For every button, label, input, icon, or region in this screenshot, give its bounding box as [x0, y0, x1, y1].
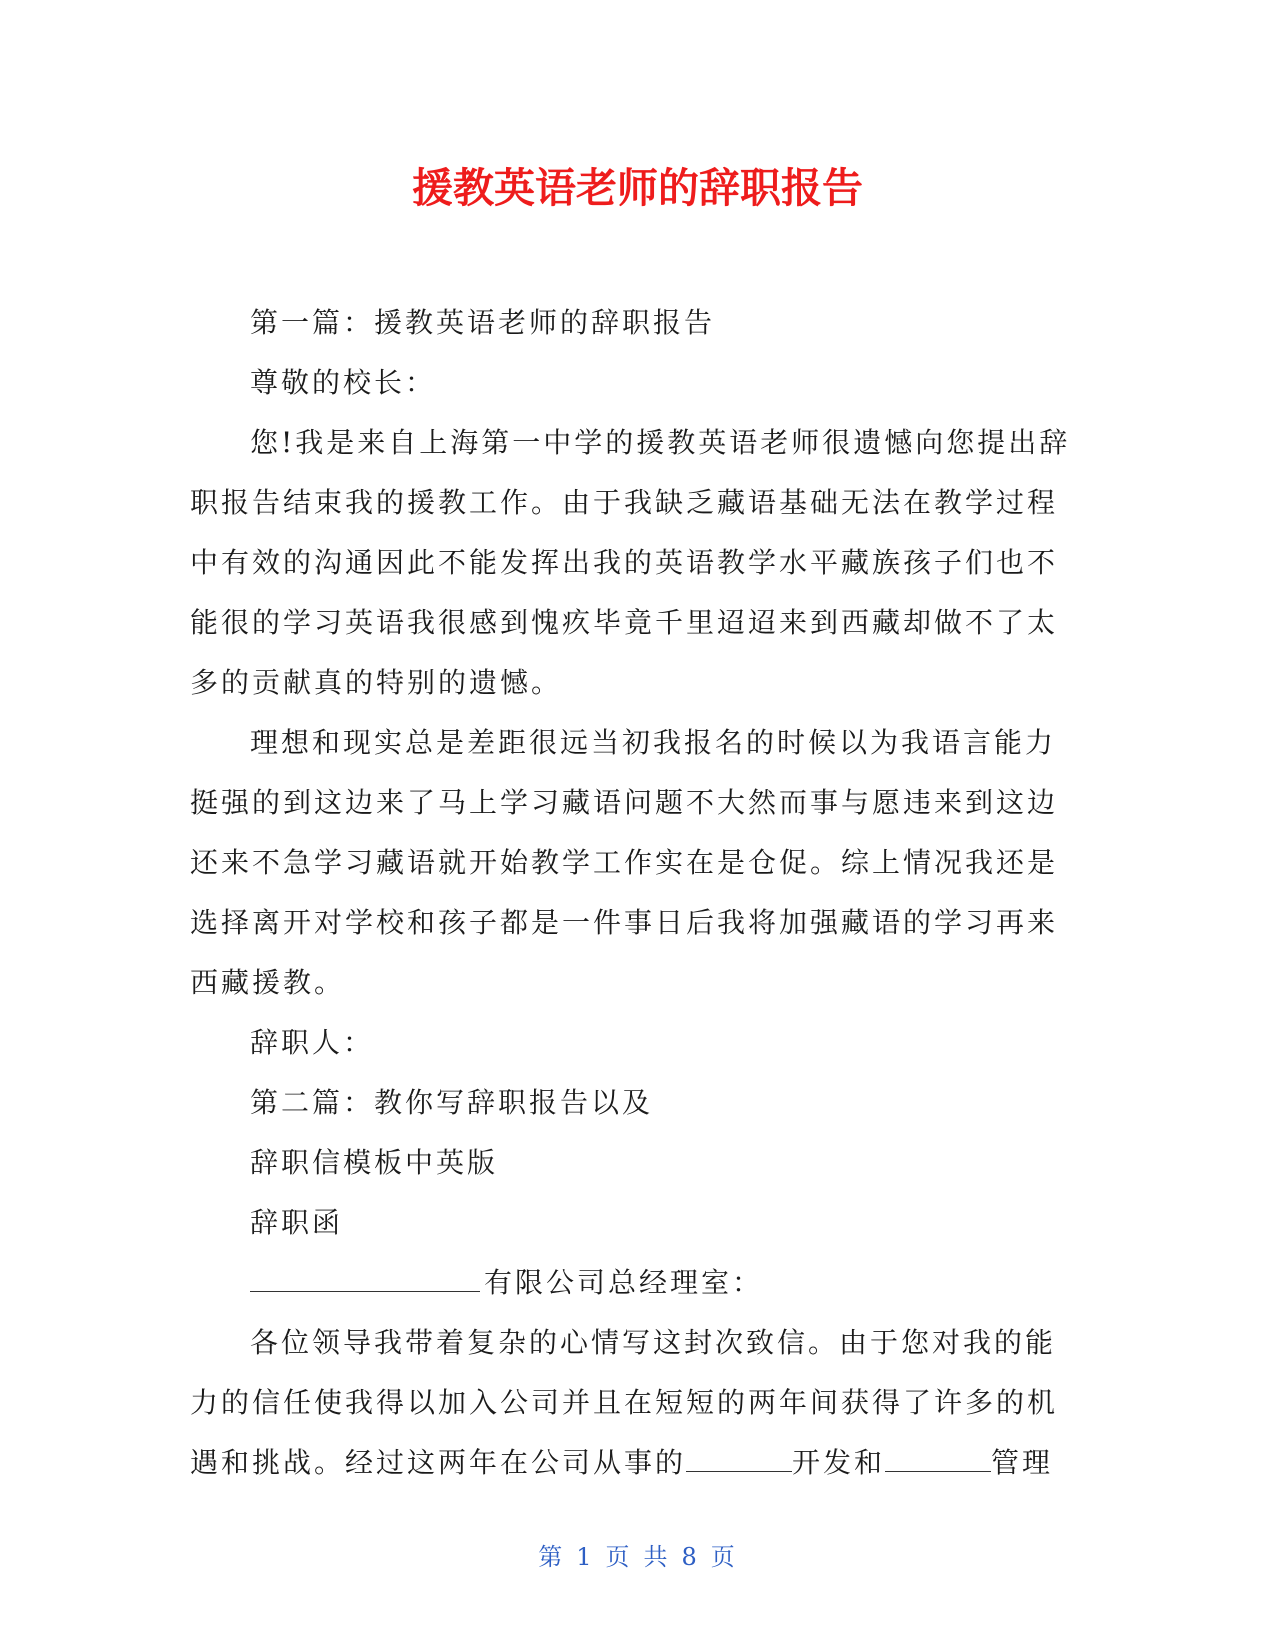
- document-title: 援教英语老师的辞职报告: [412, 164, 863, 212]
- last-paragraph-part1: 各位领导我带着复杂的心情写这封次致信。由于您对我的能力的信任使我得以加入公司并且在短短的两年间获得了许多的机遇和挑战。经过这两年在公司从事的: [190, 1326, 1059, 1479]
- section-heading-2: 第二篇：教你写辞职报告以及: [250, 1086, 654, 1119]
- company-line-text: 有限公司总经理室：: [484, 1266, 764, 1299]
- last-paragraph-part2: 开发和: [792, 1446, 886, 1479]
- company-line: [190, 1253, 1080, 1313]
- section-heading-1: 第一篇：援教英语老师的辞职报告: [250, 306, 716, 339]
- document-body: [190, 293, 1080, 1493]
- footer-label-total: 共: [643, 1543, 670, 1571]
- fill-blank: [885, 1447, 991, 1472]
- section-subheading: 辞职信模板中英版: [250, 1146, 499, 1179]
- last-paragraph-part3: 管理: [991, 1446, 1054, 1479]
- current-page-number: 1: [576, 1543, 594, 1571]
- company-name-blank: [250, 1267, 480, 1292]
- body-paragraph: 您!我是来自上海第一中学的援教英语老师很遗憾向您提出辞职报告结束我的援教工作。由于我缺乏藏语基础无法在教学过程中有效的沟通因此不能发挥出我的英语教学水平藏族孩子们也不能很的学习英语我很感到愧疚毕竟千里迢迢来到西藏却做不了太多的贡献真的特别的遗憾。: [190, 426, 1071, 699]
- fill-blank: [686, 1447, 792, 1472]
- footer-label-page-unit: 页: [605, 1543, 632, 1571]
- body-paragraph: [190, 1313, 1080, 1493]
- salutation: 尊敬的校长：: [250, 366, 437, 399]
- total-pages-number: 8: [681, 1543, 699, 1571]
- footer-label-page: 第: [538, 1543, 565, 1571]
- footer-label-total-unit: 页: [710, 1543, 737, 1571]
- body-paragraph: 理想和现实总是差距很远当初我报名的时候以为我语言能力挺强的到这边来了马上学习藏语问题不大然而事与愿违来到这边还来不急学习藏语就开始教学工作实在是仓促。综上情况我还是选择离开对学校和孩子都是一件事日后我将加强藏语的学习再来西藏援教。: [190, 726, 1059, 999]
- letter-heading: 辞职函: [250, 1206, 344, 1239]
- signature-line: 辞职人：: [250, 1026, 375, 1059]
- page-footer: [0, 1540, 1275, 1574]
